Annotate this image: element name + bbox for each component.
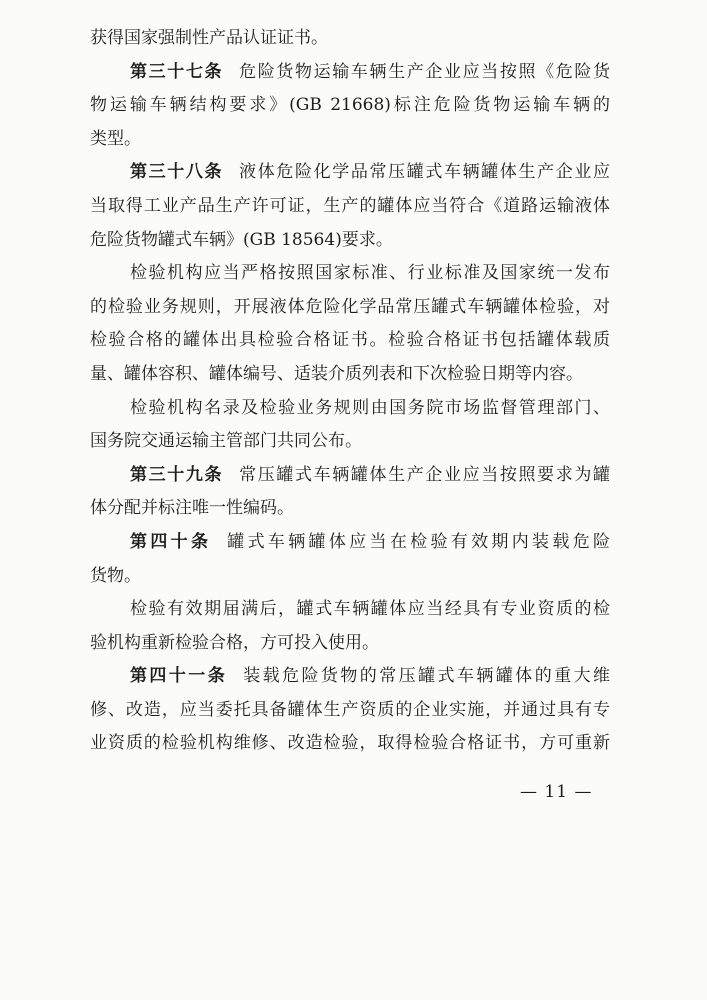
text-span: 装载危险货物的常压罐式车辆罐体的重大维 (243, 666, 611, 687)
article-41-heading: 第四十一条 (130, 666, 228, 687)
text-span: 常压罐式车辆罐体生产企业应当按照要求为罐 (239, 464, 610, 485)
text-span: 罐式车辆罐体应当在检验有效期内装载危险 (227, 531, 611, 552)
text-line: 量、罐体容积、罐体编号、适装介质列表和下次检验日期等内容。 (90, 363, 583, 384)
document-body (90, 22, 610, 761)
text-line: 检验机构名录及检验业务规则由国务院市场监督管理部门、 (130, 397, 610, 418)
article-37-heading: 第三十七条 (130, 61, 224, 82)
article-41-line-1 (90, 660, 610, 694)
text-line: 货物。 (90, 565, 141, 586)
text-line: 类型。 (90, 128, 141, 149)
text-line: 体分配并标注唯一性编码。 (90, 498, 294, 519)
text-line: 的检验业务规则，开展液体危险化学品常压罐式车辆罐体检验，对 (90, 296, 610, 317)
article-39-line-1 (90, 459, 610, 493)
text-line: 物运输车辆结构要求》(GB 21668)标注危险货物运输车辆的 (90, 95, 610, 116)
text-line: 获得国家强制性产品认证证书。 (90, 28, 328, 48)
text-line: 国务院交通运输主管部门共同公布。 (90, 431, 362, 452)
text-span: 危险货物运输车辆生产企业应当按照《危险货 (239, 61, 610, 82)
text-line: 业资质的检验机构维修、改造检验，取得检验合格证书，方可重新 (90, 733, 610, 754)
article-38-heading: 第三十八条 (130, 162, 224, 183)
article-39-heading: 第三十九条 (130, 464, 224, 485)
article-37-line-1 (90, 56, 610, 90)
article-40-heading: 第四十条 (130, 531, 212, 552)
text-line: 验机构重新检验合格，方可投入使用。 (90, 632, 379, 653)
text-line: 检验有效期届满后，罐式车辆罐体应当经具有专业资质的检 (130, 599, 610, 620)
article-38-line-1 (90, 156, 610, 190)
text-line: 修、改造，应当委托具备罐体生产资质的企业实施，并通过具有专 (90, 699, 610, 720)
article-40-line-1 (90, 526, 610, 560)
page-number: — 11 — (520, 782, 593, 802)
text-line: 检验合格的罐体出具检验合格证书。检验合格证书包括罐体载质 (90, 330, 610, 351)
text-line: 检验机构应当严格按照国家标准、行业标准及国家统一发布 (130, 263, 610, 284)
text-line: 当取得工业产品生产许可证，生产的罐体应当符合《道路运输液体 (90, 195, 610, 216)
text-span: 液体危险化学品常压罐式车辆罐体生产企业应 (239, 162, 610, 183)
text-line: 危险货物罐式车辆》(GB 18564)要求。 (90, 229, 393, 250)
